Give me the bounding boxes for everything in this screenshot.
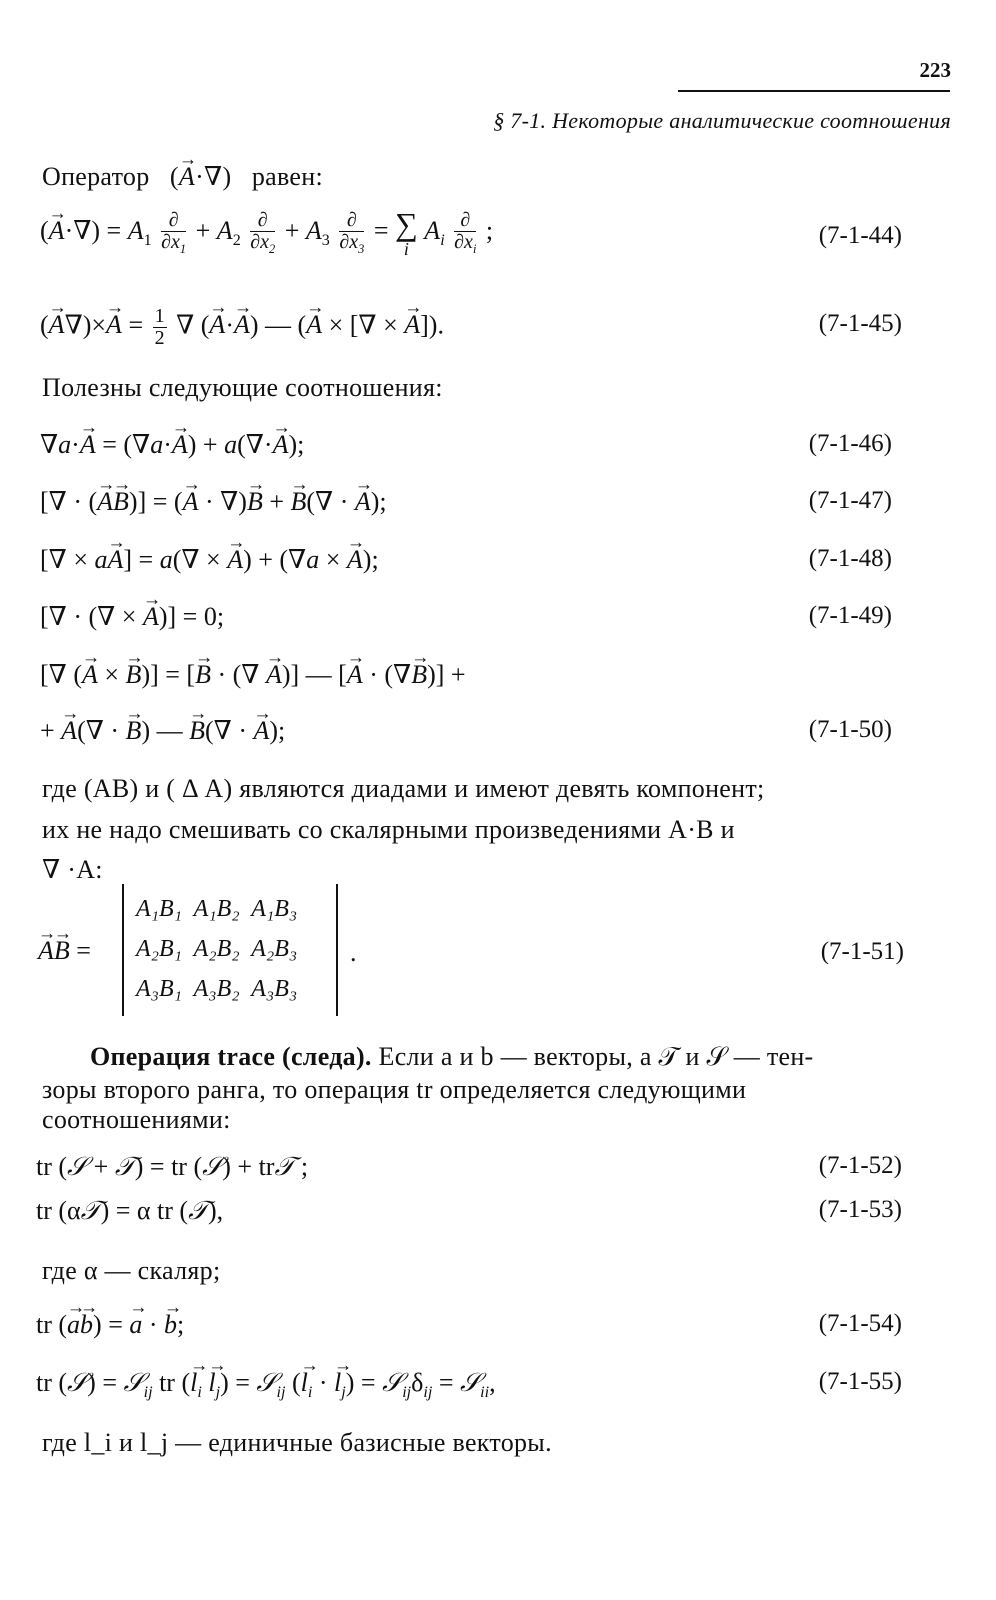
matrix-cell: A₁B₃ [251, 896, 298, 922]
equation-7-1-45: (→ A∇)×→ A = $\frac{1}{2}$ ∇ (→ A·→ A) — (→ A × [∇ × → A]). [40, 306, 444, 349]
equation-number-7-1-49: (7-1-49) [808, 602, 892, 629]
trace-line-3: соотношениями: [42, 1105, 231, 1134]
equation-7-1-52: tr (𝒮 + 𝒯) = tr (𝒮) + tr𝒯 ; [36, 1152, 309, 1182]
trace-heading: Операция trace (следа). [90, 1042, 372, 1071]
equation-7-1-50-line2: + → A(∇ · → B) — → B(∇ · → A); [40, 716, 285, 746]
matrix-row-2 [136, 936, 297, 963]
equation-7-1-44: (→ $A\cdot\nabla) = A_1$ $\frac{\partial}{\partial x_1}$ + $A_2$ $\frac{\partial}{\partial x_2}$ + $A_3$ $\frac{\partial}{\partial x_3}$ = ∑ i $A_i$ $\frac{\partial}{\partial x_i}$ ; [40, 208, 493, 258]
operator-intro: Оператор (→ A·∇) равен: [42, 162, 323, 192]
matrix-cell: A₂B₁ [136, 936, 183, 962]
matrix-row-3 [136, 976, 297, 1003]
operator-equals: равен: [251, 162, 324, 191]
dyads-line-2: их не надо смешивать со скалярными произведениями A·B и [42, 815, 735, 844]
page-number: 223 [919, 58, 951, 82]
dyads-line-1: где (AB) и ( Δ A) являются диадами и имеют девять компонент; [42, 774, 765, 803]
matrix-cell: A₃B₂ [193, 976, 240, 1002]
basis-vectors-note: где l_i и l_j — единичные базисные векторы. [42, 1428, 552, 1457]
trace-line-2: зоры второго ранга, то операция tr определяется следующими [42, 1075, 747, 1104]
equation-number-7-1-48: (7-1-48) [808, 545, 892, 572]
matrix-cell: A₁B₁ [136, 896, 183, 922]
header-rule [678, 90, 950, 92]
matrix-cell: A₂B₃ [251, 936, 298, 962]
matrix-row-1 [136, 896, 297, 923]
equation-number-7-1-46: (7-1-46) [808, 430, 892, 457]
equation-7-1-48: [∇ × a→ A] = a(∇ × → A) + (∇a × → A); [40, 545, 379, 575]
matrix-cell: A₂B₂ [193, 936, 240, 962]
equation-number-7-1-47: (7-1-47) [808, 487, 892, 514]
matrix-cell: A₃B₁ [136, 976, 183, 1002]
equation-7-1-46: ∇a·→ A = (∇a·→ A) + a(∇·→ A); [40, 430, 304, 460]
matrix-cell: A₁B₂ [193, 896, 240, 922]
equation-7-1-50-line1: [∇ (→ A × → B)] = [→ B · (∇ → A)] — [→ A · (∇→ B)] + [40, 660, 466, 690]
equation-7-1-49: [∇ · (∇ × → A)] = 0; [40, 602, 224, 632]
operator-word: Оператор [42, 162, 150, 191]
equation-number-7-1-54: (7-1-54) [818, 1310, 902, 1337]
equation-number-7-1-53: (7-1-53) [818, 1196, 902, 1223]
trace-intro-rest: Если a и b — векторы, а 𝒯 и 𝒮 — тен- [378, 1042, 814, 1071]
equation-number-7-1-51: (7-1-51) [820, 938, 904, 965]
equation-number-7-1-44: (7-1-44) [818, 222, 902, 249]
alpha-scalar-note: где α — скаляр; [42, 1256, 221, 1285]
equation-number-7-1-55: (7-1-55) [818, 1368, 902, 1395]
equation-number-7-1-52: (7-1-52) [818, 1152, 902, 1179]
useful-relations: Полезны следующие соотношения: [42, 373, 443, 402]
dyad-matrix [122, 884, 338, 1016]
equation-number-7-1-45: (7-1-45) [818, 310, 902, 337]
trace-line-1 [90, 1042, 814, 1073]
equation-7-1-55: tr (𝒮) = 𝒮$_{ij}$ tr (→ $l_i \to l_j$) = 𝒮$_{ij}$ (→ $l_i$ · → $l_j$) = $𝒮_{ij}\delta_{ij}$ = 𝒮$_{ii}$, [36, 1368, 496, 1402]
matrix-cell: A₃B₃ [251, 976, 298, 1002]
equation-number-7-1-50: (7-1-50) [808, 716, 892, 743]
section-title: § 7-1. Некоторые аналитические соотношения [493, 108, 951, 133]
matrix-period: . [350, 938, 357, 967]
matrix-lhs: → A→ B = [38, 936, 91, 966]
equation-7-1-53: tr (α𝒯) = α tr (𝒯), [36, 1196, 224, 1226]
dyads-line-3: ∇ ·A: [42, 855, 103, 884]
equation-7-1-54: tr (→ a→ b) = → a · → b; [36, 1310, 184, 1340]
equation-7-1-47: [∇ · (→ A→ B)] = (→ A · ∇)→ B + → B(∇ · → A); [40, 487, 387, 517]
